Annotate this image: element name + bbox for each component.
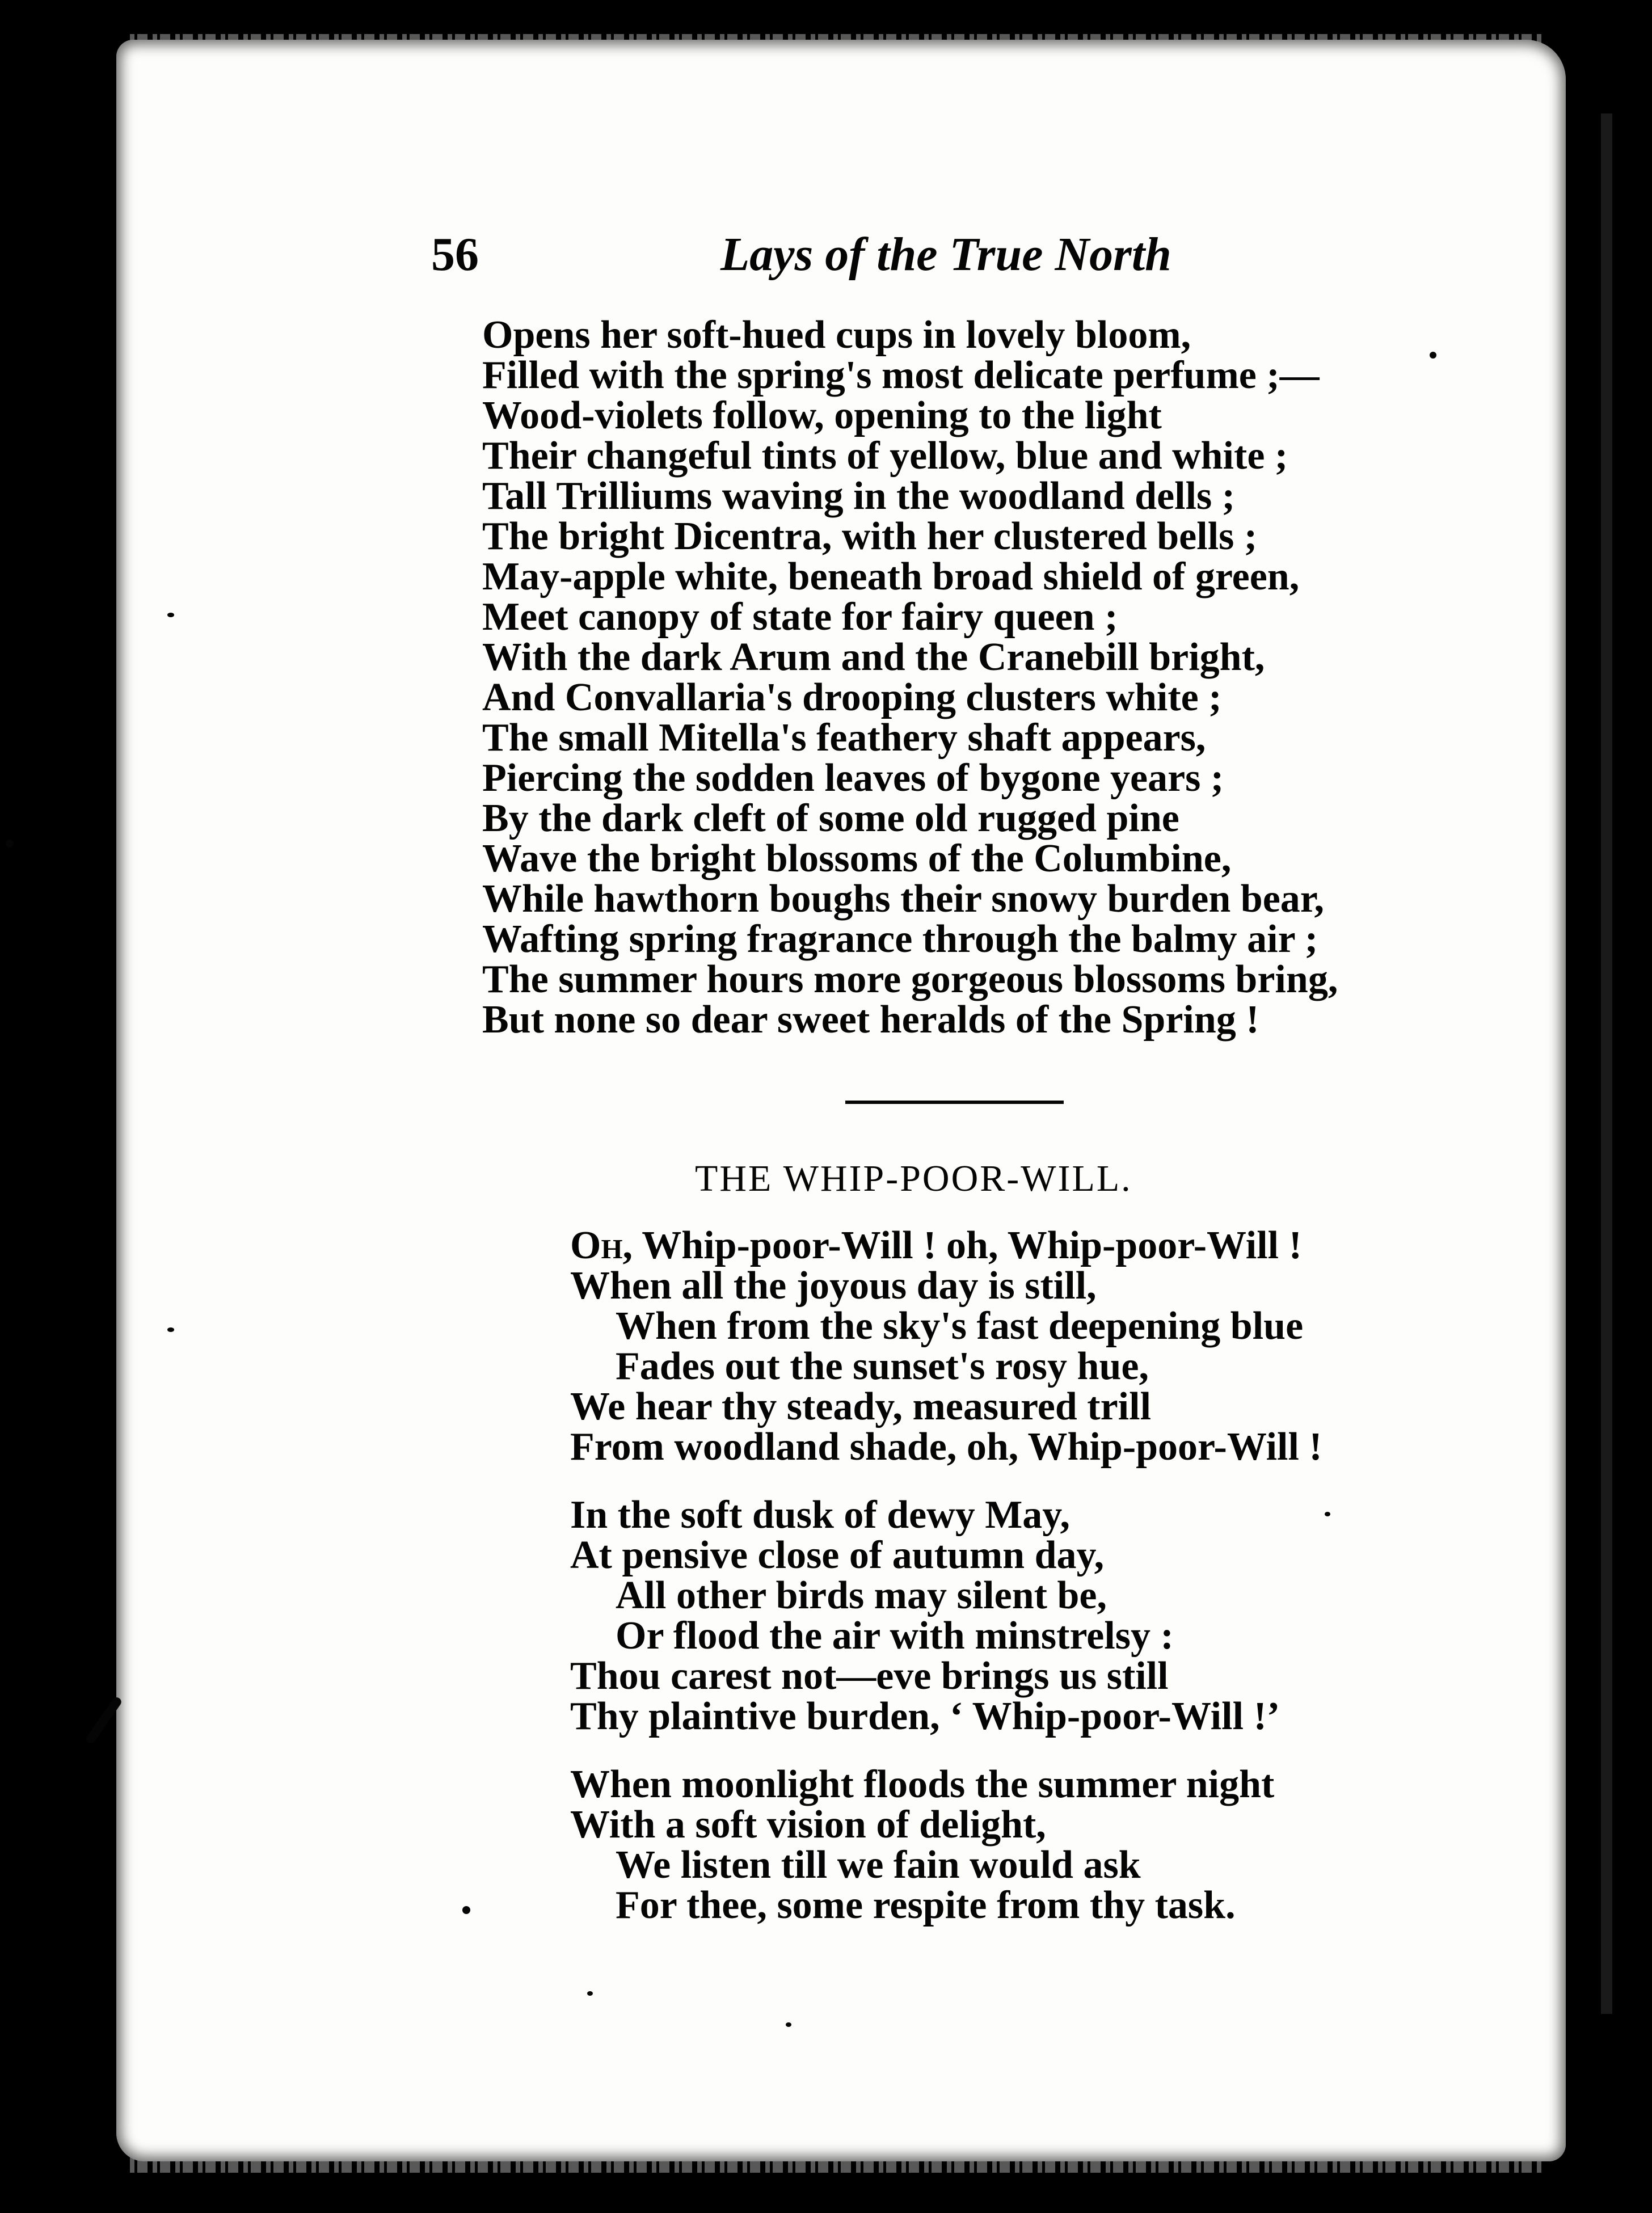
scan-speck xyxy=(6,840,14,848)
verse-line: Opens her soft-hued cups in lovely bloom, xyxy=(482,313,1191,357)
stanza-1 xyxy=(570,1225,1322,1467)
adjacent-page-edge xyxy=(1578,0,1652,2213)
poem-title: THE WHIP-POOR-WILL. xyxy=(695,1158,1132,1199)
verse-line: Wave the bright blossoms of the Columbine, xyxy=(482,837,1232,880)
verse-line: Tall Trilliums waving in the woodland dells ; xyxy=(482,474,1236,518)
verse-line: Piercing the sodden leaves of bygone years ; xyxy=(482,756,1224,800)
scan-speck xyxy=(167,1327,174,1332)
scan-speck xyxy=(462,1906,470,1914)
page-gutter-sliver xyxy=(1601,113,1612,2014)
verse-line: Or flood the air with minstrelsy : xyxy=(616,1614,1174,1658)
verse-line: The small Mitella's feathery shaft appears, xyxy=(482,716,1206,760)
verse-line: The bright Dicentra, with her clustered bells ; xyxy=(482,515,1258,558)
verse-line: By the dark cleft of some old rugged pine xyxy=(482,796,1179,840)
verse-line: Thy plaintive burden, ‘ Whip-poor-Will !’ xyxy=(570,1694,1280,1738)
verse-line: When moonlight floods the summer night xyxy=(570,1763,1275,1806)
verse-line: But none so dear sweet heralds of the Spring ! xyxy=(482,998,1259,1042)
scan-speck xyxy=(1325,1512,1330,1516)
stanza-3 xyxy=(570,1764,1274,1925)
running-title: Lays of the True North xyxy=(720,228,1171,281)
continued-verse xyxy=(482,315,1338,1040)
verse-line xyxy=(570,1225,1322,1266)
scan-speck xyxy=(587,1991,593,1996)
verse-line: When all the joyous day is still, xyxy=(570,1264,1097,1308)
verse-line: Meet canopy of state for fairy queen ; xyxy=(482,595,1118,639)
verse-line: Wafting spring fragrance through the balmy air ; xyxy=(482,917,1318,961)
verse-line: All other birds may silent be, xyxy=(616,1574,1107,1617)
section-divider-rule xyxy=(845,1101,1064,1104)
page-header xyxy=(431,227,1237,295)
verse-line: Thou carest not—eve brings us still xyxy=(570,1654,1169,1698)
verse-line: With the dark Arum and the Cranebill bright, xyxy=(482,635,1265,679)
verse-line: For thee, some respite from thy task. xyxy=(616,1883,1236,1927)
verse-line: And Convallaria's drooping clusters white ; xyxy=(482,676,1222,719)
verse-line: Wood-violets follow, opening to the light xyxy=(482,394,1162,437)
opening-line-rest: Whip-poor-Will ! oh, Whip-poor-Will ! xyxy=(633,1224,1302,1267)
verse-line: In the soft dusk of dewy May, xyxy=(570,1493,1070,1537)
scan-speck xyxy=(167,613,174,617)
page-number: 56 xyxy=(431,228,479,281)
verse-line: We listen till we fain would ask xyxy=(616,1843,1141,1887)
verse-line: From woodland shade, oh, Whip-poor-Will ! xyxy=(570,1425,1322,1469)
verse-line: When from the sky's fast deepening blue xyxy=(616,1304,1304,1348)
verse-line: With a soft vision of delight, xyxy=(570,1803,1046,1847)
verse-line: Fades out the sunset's rosy hue, xyxy=(616,1344,1149,1388)
opening-word: Oh, xyxy=(570,1224,633,1267)
verse-line: We hear thy steady, measured trill xyxy=(570,1385,1152,1428)
verse-line: Filled with the spring's most delicate perfume ;— xyxy=(482,353,1320,397)
stanza-2 xyxy=(570,1495,1280,1736)
verse-line: May-apple white, beneath broad shield of green, xyxy=(482,555,1300,598)
verse-line: Their changeful tints of yellow, blue and white ; xyxy=(482,434,1288,478)
verse-line: At pensive close of autumn day, xyxy=(570,1533,1105,1577)
scan-speck xyxy=(786,2022,791,2027)
scan-speck xyxy=(1430,352,1436,359)
verse-line: While hawthorn boughs their snowy burden bear, xyxy=(482,877,1324,921)
verse-line: The summer hours more gorgeous blossoms bring, xyxy=(482,958,1338,1001)
